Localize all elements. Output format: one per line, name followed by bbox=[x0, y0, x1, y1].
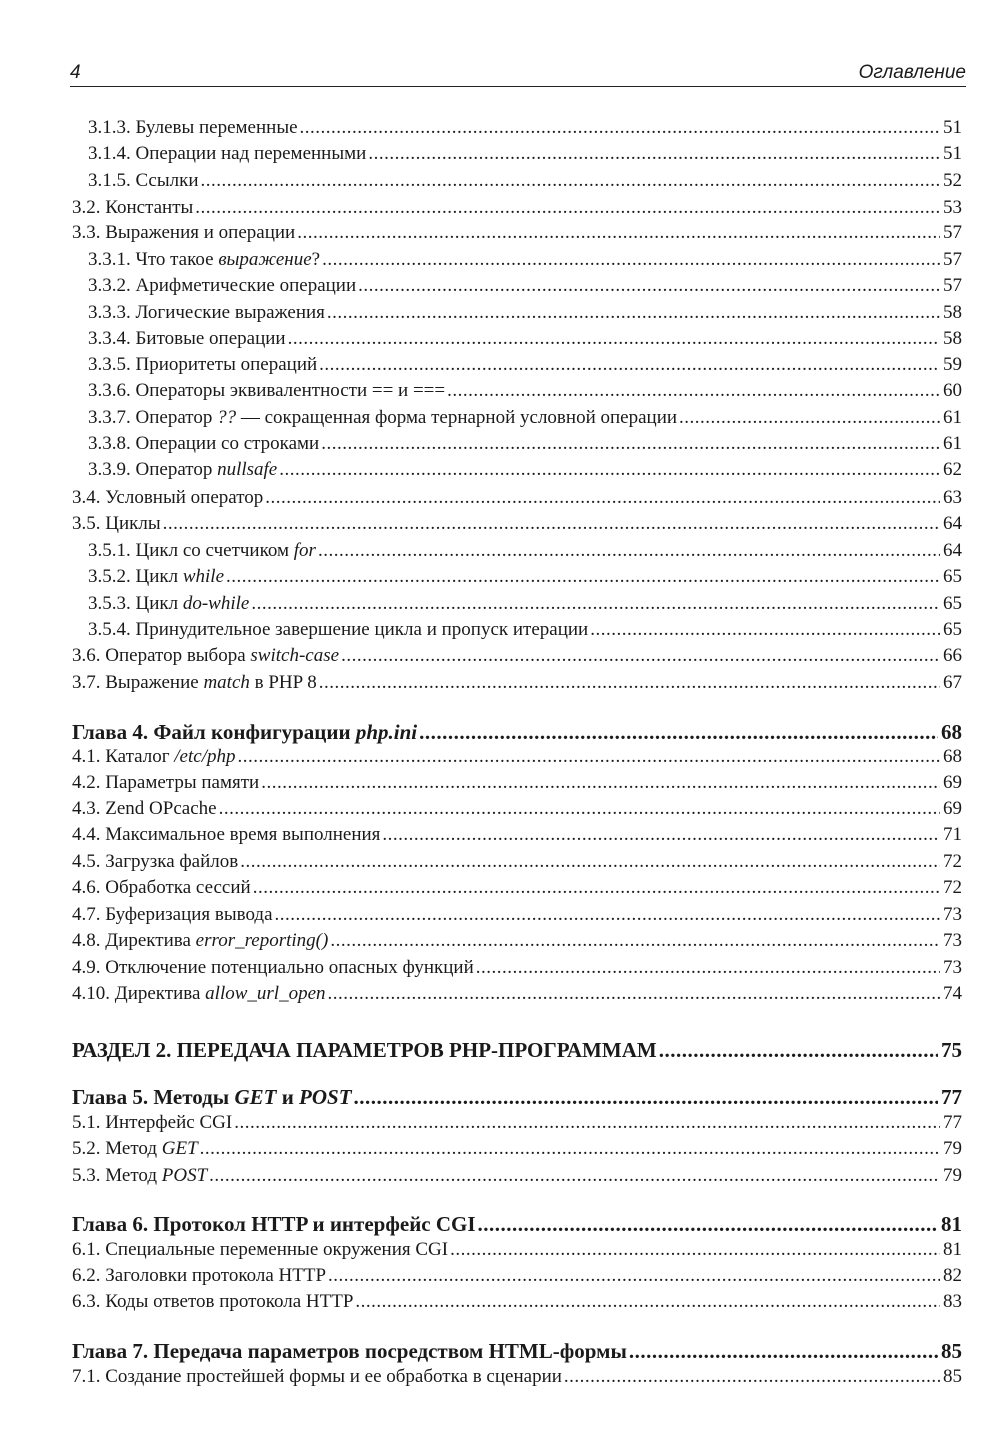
toc-entry-number: 3.5.2. bbox=[88, 566, 131, 587]
toc-page-number: 79 bbox=[943, 1165, 962, 1186]
toc-leader-dots bbox=[297, 222, 940, 244]
toc-entry-number: 4.7. bbox=[72, 904, 101, 925]
toc-entry-title bbox=[88, 566, 224, 588]
toc-entry-title bbox=[88, 540, 316, 562]
toc-leader-dots bbox=[476, 957, 940, 979]
toc-leader-dots bbox=[327, 302, 940, 324]
toc-entry-text: Булевы переменные bbox=[135, 117, 298, 138]
toc-leader-dots bbox=[209, 1165, 940, 1187]
toc-entry-title bbox=[72, 798, 217, 820]
toc-page-number: 73 bbox=[943, 957, 962, 978]
toc-entry[interactable] bbox=[72, 487, 962, 509]
toc-entry-text: Логические выражения bbox=[135, 302, 325, 323]
toc-page-number: 73 bbox=[943, 930, 962, 951]
toc-entry-title bbox=[72, 824, 380, 846]
toc-entry-text-tail: и POST bbox=[276, 1085, 352, 1109]
toc-page-number: 81 bbox=[943, 1239, 962, 1260]
toc-entry-text: Операторы эквивалентности == и === bbox=[135, 380, 446, 401]
toc-entry-italic-term: error_reporting() bbox=[195, 930, 329, 951]
toc-entry-number: 3.3.3. bbox=[88, 302, 131, 323]
toc-entry-number: 3.3.6. bbox=[88, 380, 131, 401]
toc-entry-number: 4.1. bbox=[72, 746, 101, 767]
toc-entry[interactable] bbox=[72, 1112, 962, 1134]
toc-entry-title bbox=[72, 1366, 562, 1388]
toc-page-number: 51 bbox=[943, 117, 962, 138]
toc-entry-italic-term: php.ini bbox=[355, 720, 418, 744]
toc-page-number: 51 bbox=[943, 143, 962, 164]
toc-entry-text: Глава 5. Методы bbox=[72, 1085, 235, 1109]
toc-entry-title bbox=[72, 645, 339, 667]
toc-leader-dots bbox=[328, 983, 940, 1005]
toc-entry-title bbox=[88, 354, 317, 376]
toc-entry-title bbox=[88, 302, 325, 324]
toc-leader-dots bbox=[261, 772, 940, 794]
toc-page-number: 69 bbox=[943, 798, 962, 819]
toc-entry-title bbox=[72, 1211, 476, 1237]
toc-entry-number: 4.8. bbox=[72, 930, 101, 951]
toc-entry[interactable] bbox=[72, 983, 962, 1005]
toc-entry-number: 6.3. bbox=[72, 1291, 101, 1312]
toc-entry-text: Операции над переменными bbox=[135, 143, 367, 164]
toc-page-number: 74 bbox=[943, 983, 962, 1004]
toc-entry-text: Обработка сессий bbox=[105, 877, 251, 898]
toc-entry-text: Глава 6. Протокол HTTP и интерфейс CGI bbox=[72, 1212, 476, 1236]
toc-page-number: 57 bbox=[943, 275, 962, 296]
toc-page-number: 68 bbox=[941, 720, 962, 744]
toc-entry-text: Приоритеты операций bbox=[135, 354, 318, 375]
toc-entry-number: 4.5. bbox=[72, 851, 101, 872]
toc-entry-italic-term: /etc/php bbox=[174, 746, 236, 767]
toc-entry-text: Метод bbox=[105, 1165, 162, 1186]
toc-page-number: 65 bbox=[943, 566, 962, 587]
toc-leader-dots bbox=[368, 143, 940, 165]
toc-entry-title bbox=[72, 772, 259, 794]
toc-entry[interactable] bbox=[72, 746, 962, 768]
toc-entry-number: 4.4. bbox=[72, 824, 101, 845]
toc-entry-italic-term: nullsafe bbox=[217, 459, 278, 480]
toc-entry-text: Параметры памяти bbox=[105, 772, 260, 793]
toc-entry[interactable] bbox=[88, 143, 962, 165]
toc-page-number: 81 bbox=[941, 1212, 962, 1236]
toc-entry[interactable] bbox=[88, 459, 962, 481]
toc-entry-text: Оператор выбора bbox=[105, 645, 251, 666]
toc-entry-text-tail: ? bbox=[311, 249, 321, 270]
toc-leader-dots bbox=[300, 117, 940, 139]
toc-entry-number: 3.3.7. bbox=[88, 407, 131, 428]
toc-entry[interactable] bbox=[72, 904, 962, 926]
toc-leader-dots bbox=[382, 824, 940, 846]
toc-entry-title bbox=[72, 672, 317, 694]
toc-entry[interactable] bbox=[72, 851, 962, 873]
toc-entry-italic-term: allow_url_open bbox=[205, 983, 326, 1004]
toc-entry-title bbox=[72, 487, 263, 509]
toc-entry-text: Арифметические операции bbox=[135, 275, 357, 296]
toc-page-number: 53 bbox=[943, 197, 962, 218]
toc-entry-number: 5.3. bbox=[72, 1165, 101, 1186]
toc-entry[interactable] bbox=[88, 380, 962, 402]
toc-entry-text: Ссылки bbox=[135, 170, 199, 191]
toc-entry-number: 3.3.8. bbox=[88, 433, 131, 454]
toc-entry-text: Интерфейс CGI bbox=[105, 1112, 233, 1133]
toc-entry-text: Что такое bbox=[135, 249, 219, 270]
toc-entry-italic-term: ?? bbox=[217, 407, 237, 428]
toc-leader-dots bbox=[200, 1138, 940, 1160]
toc-entry-text: Операции со строками bbox=[135, 433, 320, 454]
toc-entry-text: Заголовки протокола HTTP bbox=[105, 1265, 327, 1286]
toc-leader-dots bbox=[251, 593, 940, 615]
toc-entry-text: Zend OPcache bbox=[105, 798, 217, 819]
toc-page-number: 61 bbox=[943, 407, 962, 428]
toc-entry-text: Отключение потенциально опасных функций bbox=[105, 957, 474, 978]
toc-entry[interactable] bbox=[88, 433, 962, 455]
toc-entry-title bbox=[72, 1165, 207, 1187]
toc-entry-text: Специальные переменные окружения CGI bbox=[105, 1239, 449, 1260]
toc-entry-title bbox=[72, 222, 295, 244]
toc-entry-title bbox=[88, 433, 319, 455]
toc-entry-text: Оператор bbox=[135, 459, 218, 480]
toc-leader-dots bbox=[318, 540, 940, 562]
toc-page-number: 85 bbox=[941, 1339, 962, 1363]
toc-leader-dots bbox=[321, 433, 940, 455]
toc-entry-text: Глава 4. Файл конфигурации bbox=[72, 720, 356, 744]
toc-entry-number: 4.6. bbox=[72, 877, 101, 898]
toc-entry-number: 6.1. bbox=[72, 1239, 101, 1260]
toc-entry-title bbox=[88, 380, 445, 402]
toc-entry-text-tail: — сокращенная форма тернарной условной операции bbox=[236, 407, 678, 428]
toc-entry-number: 5.2. bbox=[72, 1138, 101, 1159]
toc-leader-dots bbox=[195, 197, 940, 219]
toc-entry-text: Оператор bbox=[135, 407, 218, 428]
toc-entry-text: Условный оператор bbox=[105, 487, 264, 508]
toc-entry-title bbox=[72, 746, 235, 768]
toc-page-number: 73 bbox=[943, 904, 962, 925]
toc-entry-italic-term: switch-case bbox=[250, 645, 340, 666]
toc-leader-dots bbox=[564, 1366, 940, 1388]
running-header bbox=[70, 60, 966, 87]
toc-entry-title bbox=[88, 407, 677, 429]
toc-page-number: 57 bbox=[943, 222, 962, 243]
toc-entry-title bbox=[88, 275, 356, 297]
toc-entry-title bbox=[72, 513, 161, 535]
toc-chapter-entry[interactable] bbox=[72, 1037, 962, 1063]
toc-entry-italic-term: match bbox=[203, 672, 250, 693]
toc-page-number: 59 bbox=[943, 354, 962, 375]
toc-leader-dots bbox=[355, 1291, 940, 1313]
toc-leader-dots bbox=[590, 619, 940, 641]
toc-entry-italic-term: выражение bbox=[218, 249, 312, 270]
toc-entry-italic-term: POST bbox=[161, 1165, 208, 1186]
toc-entry-number: 3.6. bbox=[72, 645, 101, 666]
toc-leader-dots bbox=[659, 1037, 938, 1063]
toc-entry-number: 3.5.4. bbox=[88, 619, 131, 640]
toc-page-number: 68 bbox=[943, 746, 962, 767]
toc-entry[interactable] bbox=[72, 222, 962, 244]
toc-entry-title bbox=[72, 1084, 352, 1110]
toc-entry-number: 3.3.1. bbox=[88, 249, 131, 270]
toc-entry[interactable] bbox=[72, 513, 962, 535]
toc-leader-dots bbox=[226, 566, 940, 588]
toc-entry-title bbox=[88, 619, 588, 641]
toc-entry-number: 3.5.3. bbox=[88, 593, 131, 614]
toc-entry[interactable] bbox=[88, 354, 962, 376]
toc-page-number: 63 bbox=[943, 487, 962, 508]
toc-entry-title bbox=[72, 957, 474, 979]
toc-entry-title bbox=[72, 1138, 198, 1160]
toc-entry[interactable] bbox=[88, 328, 962, 350]
toc-entry-text: Константы bbox=[105, 197, 194, 218]
toc-entry-title bbox=[88, 328, 286, 350]
toc-entry-number: 3.1.5. bbox=[88, 170, 131, 191]
toc-entry[interactable] bbox=[72, 824, 962, 846]
toc-page-number: 85 bbox=[943, 1366, 962, 1387]
toc-entry[interactable] bbox=[72, 197, 962, 219]
toc-entry-title bbox=[72, 930, 328, 952]
toc-entry[interactable] bbox=[88, 249, 962, 271]
toc-entry-number: 3.3.5. bbox=[88, 354, 131, 375]
toc-entry[interactable] bbox=[72, 1366, 962, 1388]
toc-entry-title bbox=[72, 1037, 657, 1063]
toc-entry-text: Цикл bbox=[135, 593, 183, 614]
toc-entry-title bbox=[88, 249, 320, 271]
toc-entry[interactable] bbox=[88, 302, 962, 324]
toc-entry-number: 3.1.4. bbox=[88, 143, 131, 164]
toc-leader-dots bbox=[234, 1112, 940, 1134]
toc-entry[interactable] bbox=[72, 877, 962, 899]
toc-entry-number: 4.2. bbox=[72, 772, 101, 793]
toc-entry-number: 7.1. bbox=[72, 1366, 101, 1387]
toc-page-number: 82 bbox=[943, 1265, 962, 1286]
page-number: 4 bbox=[70, 62, 81, 83]
toc-chapter-entry[interactable] bbox=[72, 1211, 962, 1237]
toc-entry-title bbox=[72, 1338, 627, 1364]
toc-entry[interactable] bbox=[72, 1291, 962, 1313]
toc-page-number: 64 bbox=[943, 540, 962, 561]
toc-page-number: 61 bbox=[943, 433, 962, 454]
toc-entry-title bbox=[88, 459, 277, 481]
toc-page-number: 83 bbox=[943, 1291, 962, 1312]
toc-page-number: 58 bbox=[943, 302, 962, 323]
toc-entry-text: Метод bbox=[105, 1138, 162, 1159]
toc-page-number: 77 bbox=[941, 1085, 962, 1109]
toc-entry-title bbox=[72, 877, 251, 899]
toc-entry-italic-term: for bbox=[293, 540, 316, 561]
toc-entry-title bbox=[88, 143, 366, 165]
toc-page-number: 75 bbox=[941, 1038, 962, 1062]
toc-entry[interactable] bbox=[72, 1138, 962, 1160]
toc-page-number: 66 bbox=[943, 645, 962, 666]
toc-leader-dots bbox=[240, 851, 940, 873]
toc-entry-text: Максимальное время выполнения bbox=[105, 824, 381, 845]
toc-entry[interactable] bbox=[72, 957, 962, 979]
toc-entry-text: Глава 7. Передача параметров посредством HTML-формы bbox=[72, 1339, 627, 1363]
toc-entry-text: Буферизация вывода bbox=[105, 904, 273, 925]
toc-chapter-entry[interactable] bbox=[72, 719, 962, 745]
toc-leader-dots bbox=[200, 170, 940, 192]
toc-entry[interactable] bbox=[88, 593, 962, 615]
toc-page-number: 67 bbox=[943, 672, 962, 693]
toc-entry-number: 3.3. bbox=[72, 222, 101, 243]
toc-leader-dots bbox=[679, 407, 940, 429]
toc-page-number: 72 bbox=[943, 877, 962, 898]
toc-entry-title bbox=[88, 117, 298, 139]
toc-leader-dots bbox=[629, 1338, 938, 1364]
toc-entry-text: Директива bbox=[114, 983, 206, 1004]
toc-leader-dots bbox=[265, 487, 940, 509]
toc-leader-dots bbox=[358, 275, 940, 297]
toc-page-number: 72 bbox=[943, 851, 962, 872]
toc-entry-text: Выражение bbox=[105, 672, 204, 693]
toc-entry-number: 3.4. bbox=[72, 487, 101, 508]
toc-entry-text: РАЗДЕЛ 2. ПЕРЕДАЧА ПАРАМЕТРОВ PHP-ПРОГРАММАМ bbox=[72, 1038, 657, 1062]
toc-entry-number: 3.1.3. bbox=[88, 117, 131, 138]
toc-leader-dots bbox=[237, 746, 940, 768]
toc-entry-title bbox=[72, 983, 326, 1005]
toc-entry-number: 3.3.4. bbox=[88, 328, 131, 349]
toc-leader-dots bbox=[330, 930, 940, 952]
toc-entry[interactable] bbox=[72, 1165, 962, 1187]
toc-entry-number: 3.5. bbox=[72, 513, 101, 534]
toc-entry[interactable] bbox=[72, 1265, 962, 1287]
toc-entry-title bbox=[72, 1112, 232, 1134]
toc-entry[interactable] bbox=[88, 275, 962, 297]
toc-page-number: 77 bbox=[943, 1112, 962, 1133]
toc-leader-dots bbox=[319, 672, 940, 694]
toc-chapter-entry[interactable] bbox=[72, 1338, 962, 1364]
toc-entry-number: 3.2. bbox=[72, 197, 101, 218]
toc-entry-text: Создание простейшей формы и ее обработка в сценарии bbox=[105, 1366, 562, 1387]
toc-entry-text: Загрузка файлов bbox=[105, 851, 239, 872]
toc-entry[interactable] bbox=[88, 566, 962, 588]
toc-page-number: 58 bbox=[943, 328, 962, 349]
toc-page-number: 65 bbox=[943, 619, 962, 640]
toc-entry[interactable] bbox=[72, 672, 962, 694]
toc-entry[interactable] bbox=[88, 170, 962, 192]
toc-leader-dots bbox=[341, 645, 940, 667]
toc-entry-number: 3.5.1. bbox=[88, 540, 131, 561]
toc-entry-number: 3.7. bbox=[72, 672, 101, 693]
toc-leader-dots bbox=[354, 1084, 938, 1110]
toc-entry-title bbox=[72, 904, 273, 926]
toc-leader-dots bbox=[450, 1239, 940, 1261]
toc-entry-title bbox=[72, 1239, 448, 1261]
toc-entry-italic-term: GET bbox=[234, 1085, 277, 1109]
toc-entry-title bbox=[72, 851, 238, 873]
toc-page-number: 69 bbox=[943, 772, 962, 793]
toc-entry-number: 6.2. bbox=[72, 1265, 101, 1286]
toc-page-number: 65 bbox=[943, 593, 962, 614]
toc-entry-title bbox=[72, 1291, 353, 1313]
toc-entry-italic-term: while bbox=[182, 566, 225, 587]
toc-leader-dots bbox=[419, 719, 938, 745]
toc-entry-italic-term: GET bbox=[161, 1138, 198, 1159]
toc-entry[interactable] bbox=[72, 930, 962, 952]
toc-entry[interactable] bbox=[88, 117, 962, 139]
toc-leader-dots bbox=[275, 904, 940, 926]
toc-leader-dots bbox=[279, 459, 940, 481]
toc-entry[interactable] bbox=[88, 619, 962, 641]
toc-leader-dots bbox=[253, 877, 940, 899]
toc-leader-dots bbox=[163, 513, 940, 535]
toc-page-number: 62 bbox=[943, 459, 962, 480]
toc-entry[interactable] bbox=[88, 540, 962, 562]
toc-entry-text: Каталог bbox=[105, 746, 175, 767]
toc-leader-dots bbox=[328, 1265, 940, 1287]
toc-entry-text: Выражения и операции bbox=[105, 222, 296, 243]
header-section-title: Оглавление bbox=[858, 62, 966, 83]
toc-page-number: 64 bbox=[943, 513, 962, 534]
toc-page-number: 57 bbox=[943, 249, 962, 270]
toc-entry-title bbox=[88, 170, 198, 192]
toc-entry-text: Цикл bbox=[135, 566, 183, 587]
toc-leader-dots bbox=[447, 380, 940, 402]
toc-entry-number: 4.10. bbox=[72, 983, 110, 1004]
toc-leader-dots bbox=[219, 798, 940, 820]
toc-entry-title bbox=[72, 719, 417, 745]
toc-page-number: 52 bbox=[943, 170, 962, 191]
toc-page-number: 79 bbox=[943, 1138, 962, 1159]
toc-entry-title bbox=[88, 593, 249, 615]
toc-entry-number: 3.3.9. bbox=[88, 459, 131, 480]
toc-chapter-entry[interactable] bbox=[72, 1084, 962, 1110]
toc-page-number: 60 bbox=[943, 380, 962, 401]
toc-page-number: 71 bbox=[943, 824, 962, 845]
toc-entry-text: Коды ответов протокола HTTP bbox=[105, 1291, 354, 1312]
toc-entry-title bbox=[72, 197, 193, 219]
toc-entry-number: 5.1. bbox=[72, 1112, 101, 1133]
toc-leader-dots bbox=[478, 1211, 938, 1237]
toc-entry-number: 4.3. bbox=[72, 798, 101, 819]
toc-entry-text: Цикл со счетчиком bbox=[135, 540, 294, 561]
toc-entry[interactable] bbox=[88, 407, 962, 429]
toc-leader-dots bbox=[322, 249, 940, 271]
toc-entry[interactable] bbox=[72, 798, 962, 820]
toc-entry-italic-term: do-while bbox=[182, 593, 250, 614]
toc-entry-text: Принудительное завершение цикла и пропуск итерации bbox=[135, 619, 589, 640]
toc-entry-text: Битовые операции bbox=[135, 328, 286, 349]
toc-entry-title bbox=[72, 1265, 326, 1287]
toc-entry-text: Циклы bbox=[105, 513, 161, 534]
toc-entry-number: 4.9. bbox=[72, 957, 101, 978]
toc-entry[interactable] bbox=[72, 1239, 962, 1261]
toc-entry-number: 3.3.2. bbox=[88, 275, 131, 296]
toc-leader-dots bbox=[319, 354, 940, 376]
toc-leader-dots bbox=[288, 328, 940, 350]
toc-entry-text: Директива bbox=[105, 930, 196, 951]
toc-entry[interactable] bbox=[72, 645, 962, 667]
toc-entry-text-tail: в PHP 8 bbox=[249, 672, 317, 693]
toc-entry[interactable] bbox=[72, 772, 962, 794]
